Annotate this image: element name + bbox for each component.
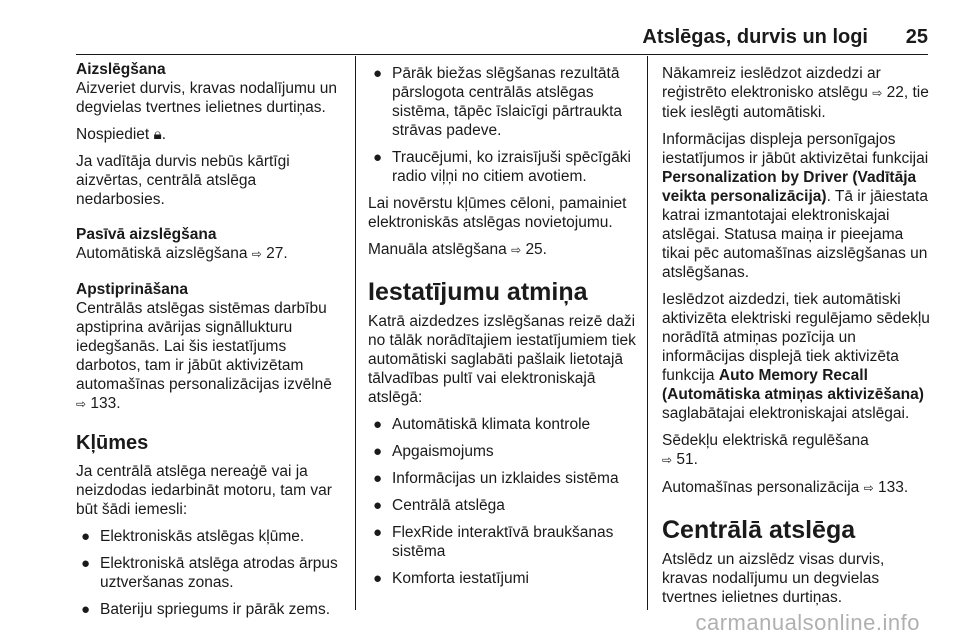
paragraph: Nākamreiz ieslēdzot aizdedzi ar reģistrēto elektronisko atslēgu ⇨ 22, tie tiek ieslēgti automātiski. (662, 65, 929, 121)
bullet-icon: ● (373, 497, 383, 514)
heading-klumes: Kļūmes (76, 432, 149, 454)
list-item: ● Komforta iestatījumi (373, 570, 529, 587)
list-item: ● Apgaismojums (373, 443, 494, 460)
paragraph: Automātiskā aizslēgšana ⇨ 27. (76, 245, 288, 262)
reference-arrow-icon: ⇨ (251, 247, 262, 261)
bullet-icon: ● (81, 528, 91, 545)
column-divider-2 (647, 56, 648, 610)
paragraph: Katrā aizdedzes izslēgšanas reizē daži no tālāk norādītajiem iestatījumiem tiek automātiski saglabāti pašlaik lietotajā tālvadības pultī vai elektroniskajā atslēgā: (368, 313, 636, 406)
heading-iestatijumu-atmina: Iestatījumu atmiņa (368, 278, 588, 306)
bullet-icon: ● (373, 570, 383, 587)
reference-arrow-icon: ⇨ (76, 397, 87, 411)
paragraph: Atslēdz un aizslēdz visas durvis, kravas nodalījumu un degvielas tvertnes ielietnes durtiņas. (662, 551, 885, 606)
paragraph: Informācijas displeja personīgajos iestatījumos ir jābūt aktivizētai funkcijai Personalization by Driver (Vadītāja veikta personalizācija). Tā ir jāiestata katrai izmantotajai elektroniskajai atslēgai. Statusa maiņa ir pieejama tikai pēc automašīnas aizslēgšanas un atslēgšanas. (662, 131, 929, 281)
page-reference[interactable]: 133. (90, 395, 121, 412)
list-item: ● Traucējumi, ko izraisījuši spēcīgāki radio viļņi no citiem avotiem. (373, 149, 631, 185)
heading-pasiva: Pasīvā aizslēgšana (76, 226, 217, 243)
list-item: ● Automātiskā klimata kontrole (373, 416, 591, 433)
page-reference[interactable]: 25. (525, 241, 547, 258)
heading-apstiprinasana: Apstiprināšana (76, 281, 188, 298)
reference-arrow-icon: ⇨ (863, 481, 874, 495)
paragraph: Centrālās atslēgas sistēmas darbību apstiprina avārijas signāllukturu iedegšanās. Lai šis iestatījums darbotos, tam ir jābūt aktivizētam automašīnas personalizācijas izvēlnē ⇨ 133. (76, 300, 332, 412)
page-reference[interactable]: 22, (886, 84, 909, 101)
paragraph: Nospiediet 🔒︎. (76, 126, 167, 143)
paragraph: Sēdekļu elektriskā regulēšana ⇨ 51. (662, 432, 869, 468)
page-reference[interactable]: 133. (878, 479, 909, 496)
paragraph: Ja vadītāja durvis nebūs kārtīgi aizvērtas, centrālā atslēga nedarbosies. (76, 153, 290, 208)
column-2 (368, 56, 638, 596)
paragraph: Automašīnas personalizācija ⇨ 133. (662, 479, 909, 496)
list-item: ● Elektroniskās atslēgas kļūme. (81, 528, 305, 545)
paragraph: Ja centrālā atslēga nereaģē vai ja neizdodas iedarbināt motoru, tam var būt šādi iemesli: (76, 463, 332, 518)
page-reference[interactable]: 51. (676, 451, 698, 468)
page-number: 25 (905, 26, 928, 48)
bullet-icon: ● (81, 601, 91, 618)
bullet-icon: ● (373, 65, 383, 82)
bullet-list (76, 527, 348, 619)
paragraph: Ieslēdzot aizdedzi, tiek automātiski aktivizēta elektriski regulējamo sēdekļu norādītā atmiņas pozīcija un informācijas displejā tiek aktivizēta funkcija Auto Memory Recall (Automātiska atmiņas aktivizēšana) saglabātajai elektroniskajai atslēgai. (662, 291, 930, 422)
reference-arrow-icon: ⇨ (511, 243, 522, 257)
watermark: carmanualsonline.info (695, 610, 920, 635)
paragraph: Aizveriet durvis, kravas nodalījumu un degvielas tvertnes ielietnes durtiņas. (76, 80, 338, 116)
column-3 (662, 56, 930, 615)
paragraph: Lai novērstu kļūmes cēloni, pamainiet elektroniskās atslēgas novietojumu. (368, 195, 627, 231)
list-item: ● Pārāk biežas slēgšanas rezultātā pārslogota centrālās atslēgas sistēma, tāpēc īslaicīgi pārtraukta strāvas padeve. (373, 65, 623, 139)
function-name: Personalization by Driver (Vadītāja veikta personalizācija) (662, 169, 917, 205)
list-item: ● Elektroniskā atslēga atrodas ārpus uztveršanas zonas. (81, 555, 338, 591)
paragraph: Manuāla atslēgšana ⇨ 25. (368, 241, 547, 258)
list-item: ● Bateriju spriegums ir pārāk zems. (81, 601, 330, 618)
heading-aizslegsana: Aizslēgšana (76, 61, 166, 78)
bullet-icon: ● (373, 416, 383, 433)
list-item: ● Centrālā atslēga (373, 497, 505, 514)
function-name: Auto Memory Recall (Automātiska atmiņas aktivizēšana) (662, 367, 924, 403)
bullet-icon: ● (373, 149, 383, 166)
list-item: ● FlexRide interaktīvā braukšanas sistēma (373, 524, 614, 560)
bullet-icon: ● (373, 524, 383, 541)
heading-centrala-atslega: Centrālā atslēga (662, 516, 856, 544)
bullet-icon: ● (81, 555, 91, 572)
page-reference[interactable]: 27. (266, 245, 288, 262)
section-title: Atslēgas, durvis un logi (642, 26, 868, 48)
list-item: ● Informācijas un izklaides sistēma (373, 470, 619, 487)
reference-arrow-icon: ⇨ (662, 453, 673, 467)
reference-arrow-icon: ⇨ (872, 86, 883, 100)
column-divider-1 (355, 56, 356, 610)
bullet-list (368, 64, 638, 186)
bullet-icon: ● (373, 443, 383, 460)
page-header (0, 0, 960, 52)
column-1 (76, 56, 348, 627)
bullet-list (368, 415, 638, 588)
header-divider (76, 54, 928, 55)
bullet-icon: ● (373, 470, 383, 487)
